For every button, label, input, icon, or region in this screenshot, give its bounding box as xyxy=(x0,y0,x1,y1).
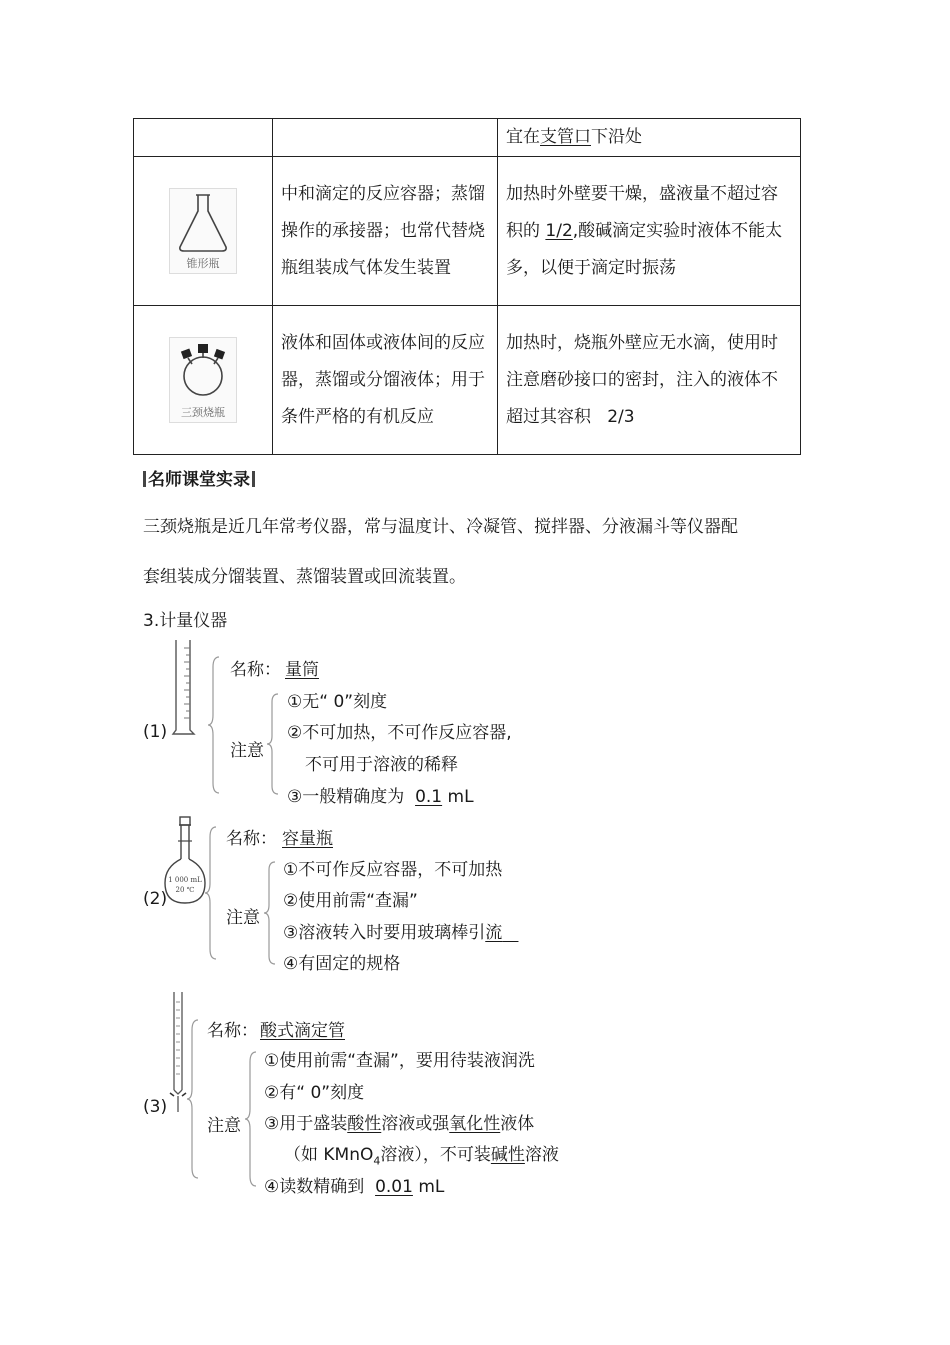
subscript: 4 xyxy=(373,1154,381,1168)
note-text: 加热时，烧瓶外壁应无水滴，使用时注意磨砂接口的密封，注入的液体不超过其容积 xyxy=(506,332,778,427)
table-cell-usage xyxy=(273,119,498,157)
graduated-cylinder-icon xyxy=(170,638,200,738)
table-cell-image xyxy=(134,306,273,455)
note-item xyxy=(264,1109,534,1134)
brace-icon xyxy=(204,825,222,961)
table-cell-note xyxy=(498,306,801,455)
note-label: 注意 xyxy=(226,908,260,928)
image-caption: 三颈烧瓶 xyxy=(181,406,225,419)
section-heading: 3.计量仪器 xyxy=(143,611,228,631)
section-title: 名师课堂实录 xyxy=(148,470,250,490)
three-neck-flask-icon xyxy=(170,338,236,404)
note-label: 注意 xyxy=(230,741,264,761)
note-text: ③用于盛装 xyxy=(264,1114,348,1134)
table-cell-image xyxy=(134,157,273,306)
note-item xyxy=(287,782,474,807)
note-item: ①不可作反应容器，不可加热 xyxy=(283,860,503,880)
table-row xyxy=(134,119,801,157)
note-unit: mL xyxy=(447,787,474,807)
flask-text: 1 000 mL xyxy=(168,876,202,884)
brace-icon xyxy=(207,655,225,795)
note-item xyxy=(283,918,518,943)
brace-icon xyxy=(186,1018,204,1180)
note-value: 1/2 xyxy=(545,220,573,241)
table-row xyxy=(134,306,801,455)
note-text: 溶液或强 xyxy=(381,1114,450,1134)
paragraph-line: 套组装成分馏装置、蒸馏装置或回流装置。 xyxy=(143,567,466,587)
instrument-table xyxy=(133,118,801,455)
note-value: 0.01 xyxy=(375,1177,413,1197)
table-cell-usage: 液体和固体或液体间的反应器，蒸馏或分馏液体；用于条件严格的有机反应 xyxy=(273,306,498,455)
note-text: 溶液），不可装 xyxy=(380,1145,491,1165)
note-text: ③一般精确度为 xyxy=(287,787,405,807)
note-item: 不可用于溶液的稀释 xyxy=(305,755,458,775)
brace-icon xyxy=(263,860,279,966)
note-text: 宜在 xyxy=(506,127,540,147)
note-value: 0.1 xyxy=(415,787,443,807)
note-text: 溶液 xyxy=(524,1145,559,1165)
three-neck-flask-image xyxy=(169,337,237,423)
note-item: ②有“ 0”刻度 xyxy=(264,1083,365,1103)
volumetric-flask-icon xyxy=(160,815,210,907)
note-item xyxy=(264,1172,444,1197)
name-value: 容量瓶 xyxy=(282,829,333,849)
name-value: 量筒 xyxy=(285,660,319,680)
brace-icon xyxy=(244,1050,260,1188)
note-underlined: 碱性 xyxy=(490,1145,525,1165)
note-text: （如 KMnO xyxy=(284,1145,374,1165)
item-number: (2) xyxy=(143,889,168,909)
note-underlined: 氧化性 xyxy=(449,1114,501,1134)
item-number: (3) xyxy=(143,1097,168,1117)
header-bar-right xyxy=(252,471,255,487)
note-item: ②不可加热，不可作反应容器, xyxy=(287,723,512,743)
item-number: (1) xyxy=(143,722,168,742)
note-text: 加热时外壁要干燥，盛液量不超过容积的 xyxy=(506,183,778,241)
note-item: ①使用前需“查漏”，要用待装液润洗 xyxy=(264,1051,535,1071)
note-unit: mL xyxy=(418,1177,445,1197)
table-cell-usage: 中和滴定的反应容器；蒸馏操作的承接器；也常代替烧瓶组装成气体发生装置 xyxy=(273,157,498,306)
note-text: ,酸碱滴定实验时液体不能太多，以便于滴定时振荡 xyxy=(506,220,783,278)
table-cell-note xyxy=(498,119,801,157)
note-text: 下沿处 xyxy=(591,127,642,147)
image-caption: 锥形瓶 xyxy=(186,257,220,270)
conical-flask-image xyxy=(169,188,237,274)
note-underlined: 流 xyxy=(485,923,503,943)
paragraph-line: 三颈烧瓶是近几年常考仪器，常与温度计、冷凝管、搅拌器、分液漏斗等仪器配 xyxy=(143,517,738,537)
flask-text: 20 ℃ xyxy=(175,886,195,894)
note-item: ②使用前需“查漏” xyxy=(283,891,418,911)
note-value: 2/3 xyxy=(607,406,635,427)
table-row xyxy=(134,157,801,306)
section-header xyxy=(143,465,255,490)
name-value: 酸式滴定管 xyxy=(260,1021,345,1041)
note-text: 液体 xyxy=(500,1114,535,1134)
table-cell-image xyxy=(134,119,273,157)
name-label: 名称： xyxy=(230,660,281,680)
note-text: ④读数精确到 xyxy=(264,1177,365,1197)
name-label: 名称： xyxy=(226,829,277,849)
note-underlined: 酸性 xyxy=(347,1114,382,1134)
note-underlined: 支管口 xyxy=(540,127,591,147)
brace-icon xyxy=(266,692,282,796)
name-label: 名称： xyxy=(207,1021,258,1041)
note-item xyxy=(284,1140,559,1167)
header-bar-left xyxy=(143,471,146,487)
note-text: ③溶液转入时要用玻璃棒引 xyxy=(283,923,486,943)
note-label: 注意 xyxy=(207,1116,241,1136)
table-cell-note xyxy=(498,157,801,306)
note-item: ①无“ 0”刻度 xyxy=(287,692,388,712)
note-item: ④有固定的规格 xyxy=(283,954,401,974)
conical-flask-icon xyxy=(170,189,236,255)
